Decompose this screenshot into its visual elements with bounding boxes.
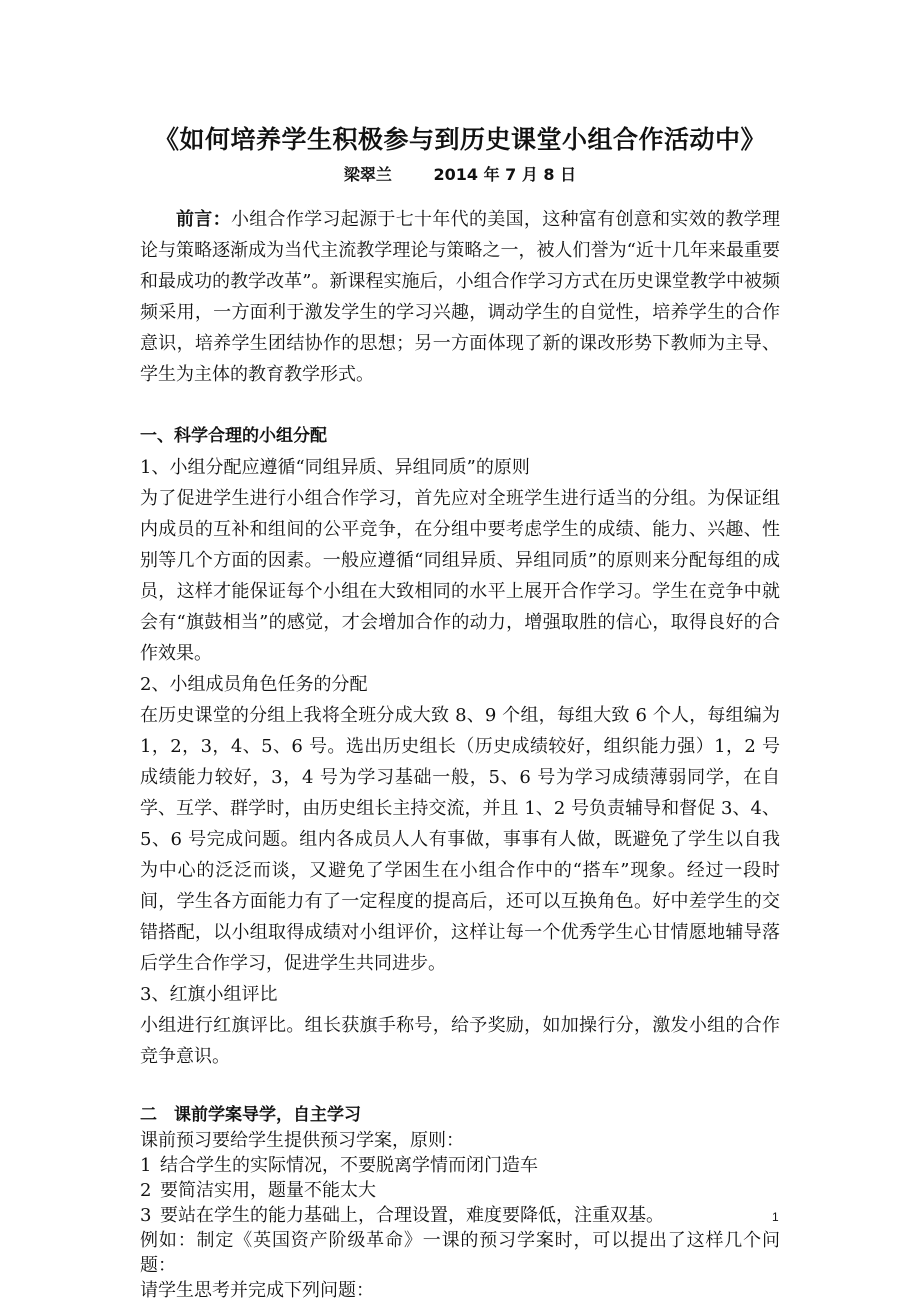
list-item	[140, 1203, 780, 1228]
section-2-example: 例如：制定《英国资产阶级革命》一课的预习学案时，可以提出了这样几个问题：	[140, 1230, 780, 1276]
list-item-number: 3	[140, 1205, 152, 1226]
document-title: 《如何培养学生积极参与到历史课堂小组合作活动中》	[153, 125, 766, 154]
section-2-heading: 二 课前学案导学，自主学习	[140, 1105, 361, 1125]
section-1-sub-3-text: 小组进行红旗评比。组长获旗手称号，给予奖励，如加操行分，激发小组的合作竞争意识。	[140, 1015, 780, 1067]
spacer	[140, 390, 780, 421]
section-2-intro: 课前预习要给学生提供预习学案，原则：	[140, 1130, 464, 1151]
section-1-sub-3-title: 3、红旗小组评比	[140, 984, 278, 1005]
section-1-sub-1-text: 为了促进学生进行小组合作学习，首先应对全班学生进行适当的分组。为保证组内成员的互补和组间的公平竞争，在分组中要考虑学生的成绩、能力、兴趣、性别等几个方面的因素。一般应遵循“同组异质、异组同质”的原则来分配每组的成员，这样才能保证每个小组在大致相同的水平上展开合作学习。学生在竞争中就会有“旗鼓相当”的感觉，才会增加合作的动力，增强取胜的信心，取得良好的合作效果。	[140, 488, 780, 664]
list-item-text: 结合学生的实际情况，不要脱离学情而闭门造车	[160, 1155, 538, 1176]
section-2-prompt: 请学生思考并完成下列问题：	[140, 1280, 374, 1301]
document-body	[140, 204, 780, 1303]
page-number: 1	[772, 1210, 779, 1224]
list-item-text: 要站在学生的能力基础上，合理设置，难度要降低，注重双基。	[160, 1205, 664, 1226]
section-1-sub-1-title: 1、小组分配应遵循“同组异质、异组同质”的原则	[140, 457, 530, 478]
list-item-text: 要简洁实用，题量不能太大	[160, 1180, 376, 1201]
byline	[0, 162, 920, 185]
list-item-number: 2	[140, 1180, 152, 1201]
section-1-sub-2-title: 2、小组成员角色任务的分配	[140, 674, 368, 695]
list-item-number: 1	[140, 1155, 152, 1176]
list-item	[140, 1153, 780, 1178]
spacer	[140, 1072, 780, 1103]
list-item	[140, 1178, 780, 1203]
document-date: 2014 年 7 月 8 日	[433, 165, 577, 184]
section-1-heading: 一、科学合理的小组分配	[140, 426, 327, 446]
section-1-sub-2-text: 在历史课堂的分组上我将全班分成大致 8、9 个组，每组大致 6 个人，每组编为 1，2，3，4、5、6 号。选出历史组长（历史成绩较好，组织能力强）1，2 号成绩能力较好，3，4 号为学习基础一般，5、6 号为学习成绩薄弱同学，在自学、互学、群学时，由历史组长主持交流，并且 1、2 号负责辅导和督促 3、4、5、6 号完成问题。组内各成员人人有事做，事事有人做，既避免了学生以自我为中心的泛泛而谈，又避免了学困生在小组合作中的“搭车”现象。经过一段时间，学生各方面能力有了一定程度的提高后，还可以互换角色。好中差学生的交错搭配，以小组取得成绩对小组评价，这样让每一个优秀学生心甘情愿地辅导落后学生合作学习，促进学生共同进步。	[140, 705, 780, 974]
preface-label: 前言：	[176, 209, 231, 230]
preface-paragraph	[140, 204, 780, 390]
preface-text: 小组合作学习起源于七十年代的美国，这种富有创意和实效的教学理论与策略逐渐成为当代主流教学理论与策略之一，被人们誉为“近十几年来最重要和最成功的教学改革”。新课程实施后，小组合作学习方式在历史课堂教学中被频频采用，一方面利于激发学生的学习兴趣，调动学生的自觉性，培养学生的合作意识，培养学生团结协作的思想；另一方面体现了新的课改形势下教师为主导、学生为主体的教育教学形式。	[140, 209, 780, 385]
author-name: 梁翠兰	[343, 165, 392, 184]
